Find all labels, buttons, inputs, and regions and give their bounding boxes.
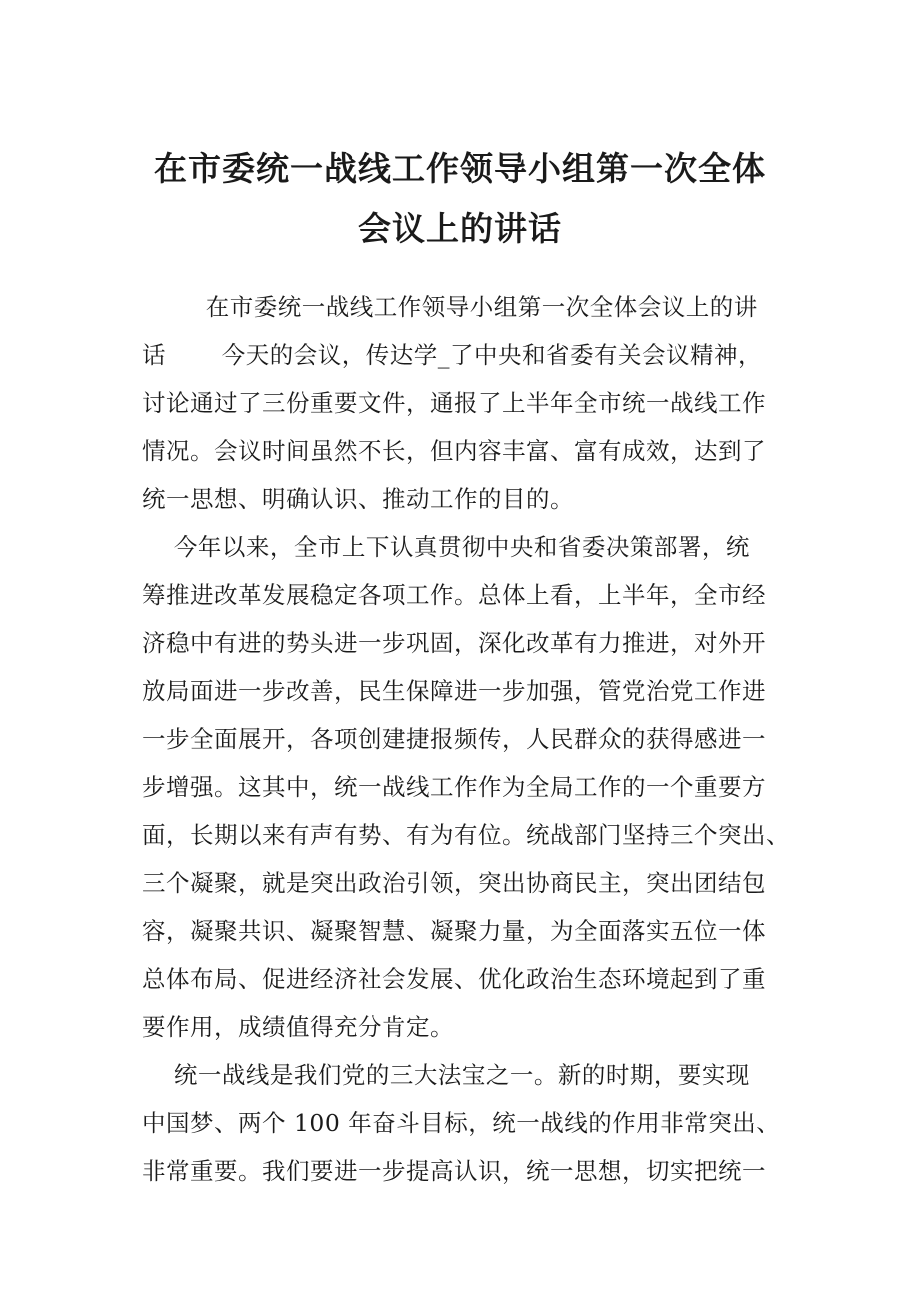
body-line: 统一战线是我们党的三大法宝之一。新的时期，要实现 xyxy=(142,1061,750,1089)
body-line: 一步全面展开，各项创建捷报频传，人民群众的获得感进一 xyxy=(142,725,766,753)
body-line: 讨论通过了三份重要文件，通报了上半年全市统一战线工作 xyxy=(142,389,766,417)
body-line: 情况。会议时间虽然不长，但内容丰富、富有成效，达到了 xyxy=(142,437,766,465)
body-line: 三个凝聚，就是突出政治引领，突出协商民主，突出团结包 xyxy=(142,869,766,897)
body-line: 在市委统一战线工作领导小组第一次全体会议上的讲 xyxy=(142,293,758,321)
body-line: 步增强。这其中，统一战线工作作为全局工作的一个重要方 xyxy=(142,773,766,801)
body-line: 中国梦、两个 100 年奋斗目标，统一战线的作用非常突出、 xyxy=(142,1109,781,1137)
body-line: 话 今天的会议，传达学_了中央和省委有关会议精神， xyxy=(142,341,763,369)
body-line: 要作用，成绩值得充分肯定。 xyxy=(142,1013,454,1041)
body-line: 今年以来，全市上下认真贯彻中央和省委决策部署，统 xyxy=(142,533,750,561)
document-body xyxy=(142,283,792,1195)
document-title-line-1: 在市委统一战线工作领导小组第一次全体 xyxy=(154,149,766,188)
body-line: 总体布局、促进经济社会发展、优化政治生态环境起到了重 xyxy=(142,965,766,993)
body-line: 面，长期以来有声有势、有为有位。统战部门坚持三个突出、 xyxy=(142,821,790,849)
body-line: 放局面进一步改善，民生保障进一步加强，管党治党工作进 xyxy=(142,677,766,705)
body-line: 筹推进改革发展稳定各项工作。总体上看，上半年，全市经 xyxy=(142,581,766,609)
body-line: 容，凝聚共识、凝聚智慧、凝聚力量，为全面落实五位一体 xyxy=(142,917,766,945)
document-title-line-2: 会议上的讲话 xyxy=(358,209,562,248)
body-line: 统一思想、明确认识、推动工作的目的。 xyxy=(142,485,574,513)
body-line: 济稳中有进的势头进一步巩固，深化改革有力推进，对外开 xyxy=(142,629,766,657)
body-line: 非常重要。我们要进一步提高认识，统一思想，切实把统一 xyxy=(142,1157,766,1185)
